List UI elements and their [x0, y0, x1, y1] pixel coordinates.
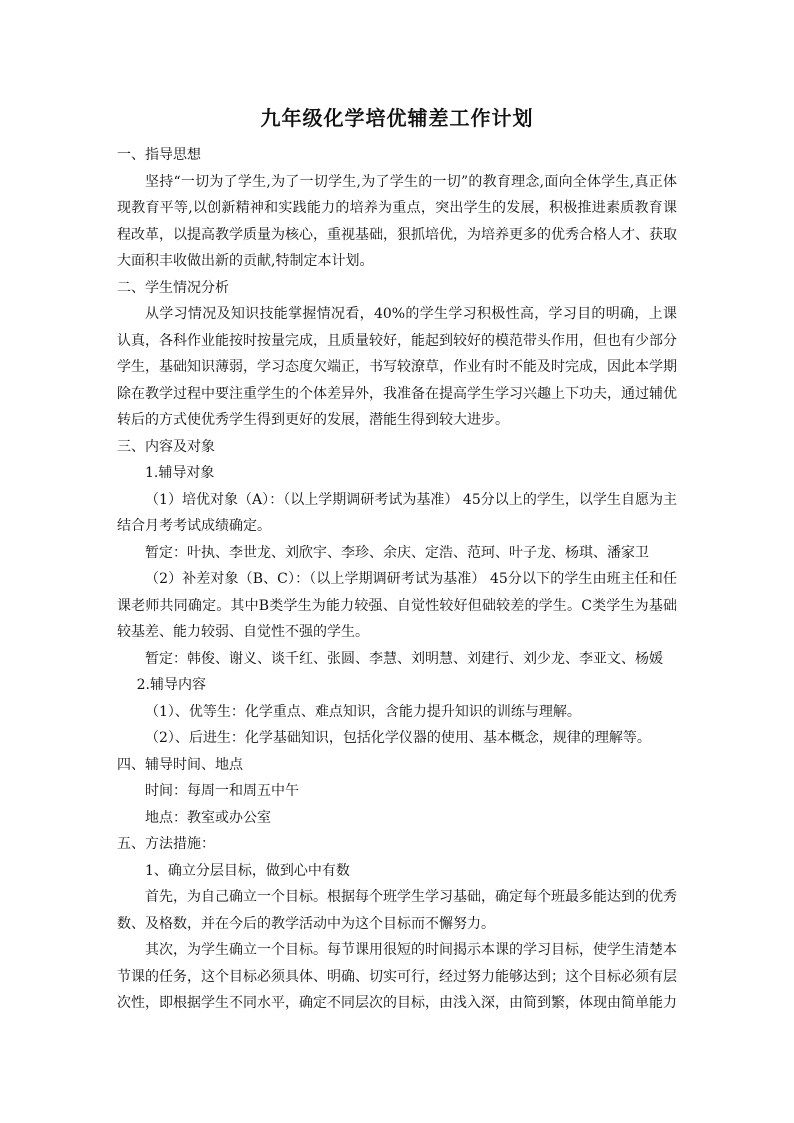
section-heading: 二、学生情况分析	[117, 279, 229, 296]
paragraph: 首先，为自己确立一个目标。根据每个班学生学习基础，确定每个班最多能达到的优秀数、及格数，并在今后的教学活动中为这个目标而不懈努力。	[117, 889, 677, 932]
paragraph: 从学习情况及知识技能掌握情况看，40%的学生学习积极性高，学习目的明确，上课认真，各科作业能按时按量完成，且质量较好，能起到较好的模范带头作用，但也有少部分学生，基础知识薄弱，学习态度欠端正，书写较潦草，作业有时不能及时完成，因此本学期除在教学过程中要注重学生的个体差异外，我准备在提高学生学习兴趣上下功夫，通过辅优转后的方式使优秀学生得到更好的发展，潜能生得到较大进步。	[117, 306, 677, 428]
paragraph: （2）、后进生：化学基础知识，包括化学仪器的使用、基本概念，规律的理解等。	[145, 730, 651, 746]
section-heading: 五、方法措施：	[117, 836, 215, 852]
section-heading: 四、辅导时间、地点	[117, 756, 243, 773]
paragraph: 坚持“一切为了学生,为了一切学生,为了学生的一切”的教育理念,面向全体学生,真正体现教育平等,以创新精神和实践能力的培养为重点，突出学生的发展，积极推进素质教育课程改革，以提高教学质量为核心，重视基础，狠抓培优，为培养更多的优秀合格人才、获取大面积丰收做出新的贡献,特制定本计划。	[117, 173, 677, 269]
section-heading: 三、内容及对象	[117, 438, 215, 455]
paragraph: （1）培优对象（A）：（以上学期调研考试为基准） 45分以上的学生，以学生自愿为主结合月考考试成绩确定。	[117, 491, 677, 534]
paragraph: 地点：教室或办公室	[145, 809, 271, 826]
paragraph: 1、确立分层目标，做到心中有数	[145, 862, 350, 879]
section-heading: 一、指导思想	[117, 147, 201, 163]
paragraph: （1）、优等生：化学重点、难点知识，含能力提升知识的训练与理解。	[145, 703, 581, 720]
paragraph: 其次，为学生确立一个目标。每节课用很短的时间揭示本课的学习目标，使学生清楚本节课的任务，这个目标必须具体、明确、切实可行，经过努力能够达到；这个目标必须有层次性，即根据学生不同水平，确定不同层次的目标，由浅入深，由简到繁，体现由简单能力	[117, 942, 677, 1011]
paragraph: 时间：每周一和周五中午	[145, 783, 299, 799]
document-body	[117, 142, 677, 1017]
paragraph: 2.辅导内容	[136, 677, 206, 693]
paragraph: 暂定：韩俊、谢义、谈千红、张圆、李慧、刘明慧、刘建行、刘少龙、李亚文、杨媛	[145, 650, 663, 667]
paragraph: 暂定：叶执、李世龙、刘欣宇、李珍、余庆、定浩、范珂、叶子龙、杨琪、潘家卫	[145, 544, 649, 561]
paragraph: （2）补差对象（B、C）：（以上学期调研考试为基准） 45分以下的学生由班主任和任课老师共同确定。其中B类学生为能力较强、自觉性较好但础较差的学生。C类学生为基础较基差、能力较弱、自觉性不强的学生。	[117, 571, 677, 640]
document-title: 九年级化学培优辅差工作计划	[260, 106, 534, 130]
paragraph: 1.辅导对象	[145, 465, 215, 481]
